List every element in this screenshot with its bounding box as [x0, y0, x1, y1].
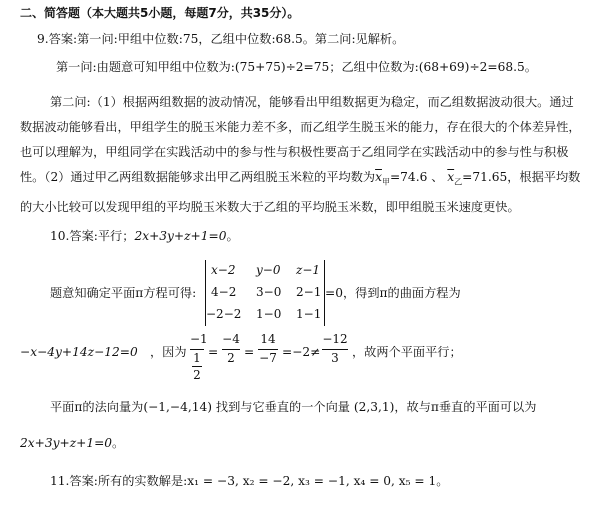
frac3-denominator: −7	[259, 351, 277, 365]
frac4-denominator: 3	[331, 351, 339, 365]
determinant	[205, 260, 325, 326]
q9-median-jia-expr: (75+75)÷2=75	[234, 60, 330, 74]
det-cell: z−1	[296, 263, 321, 277]
q9-first-part	[56, 60, 537, 74]
q9-first-mid: ；乙组中位数为:	[329, 60, 419, 74]
det-cell: 1−1	[296, 307, 322, 321]
q9-second-line-5: 的大小比较可以发现甲组的平均脱玉米数大于乙组的平均脱玉米数，即甲组脱玉米速度更快。	[20, 200, 520, 214]
final-equation-text: 2x+3y+z+1=0	[20, 436, 113, 450]
q9-second-line-2: 数据波动能够看出，甲组学生的脱玉米能力差不多，而乙组学生脱玉米的能力，存在很大的个体差异性，	[20, 120, 581, 134]
final-equation	[20, 436, 124, 450]
q9-answer: 9.答案:第一问:甲组中位数:75，乙组中位数:68.5。第二问:见解析。	[37, 32, 405, 46]
q9-median-yi-expr: (68+69)÷2=68.5	[418, 60, 525, 74]
q11-answer: 11.答案:所有的实数解是:x₁ = −3, x₂ = −2, x₃ = −1, x₄ = 0, x₅ = 1。	[50, 474, 449, 488]
det-cell: y−0	[256, 263, 281, 277]
det-cell: 4−2	[211, 285, 237, 299]
det-cell: 3−0	[256, 285, 282, 299]
normal-vector-line: 平面π的法向量为(−1,−4,14) 找到与它垂直的一个向量 (2,3,1)，故与π垂直的平面可以为	[50, 400, 537, 414]
q9-first-prefix: 第一问:由题意可知甲组中位数为:	[56, 60, 235, 74]
q10-conclusion: ，故两个平面平行；	[352, 345, 462, 359]
mean-yi-symbol: $\overline{x}$	[447, 170, 455, 184]
frac3-bar	[258, 349, 278, 350]
q9-mean-prefix: 性。（2）通过甲乙两组数据能够求出甲乙两组脱玉米粒的平均数为	[20, 170, 376, 184]
mean-jia-symbol: $\overline{x}$	[375, 170, 382, 184]
frac2-denominator: 2	[227, 351, 235, 365]
det-cell: x−2	[211, 263, 236, 277]
q10-det-prefix: 题意知确定平面π方程可得:	[50, 286, 197, 300]
final-equation-end: 。	[112, 436, 125, 450]
frac4-bar	[322, 349, 348, 350]
because-text: ，因为	[150, 345, 187, 359]
q10-answer-end: 。	[226, 229, 239, 243]
mean-yi-subscript: 乙	[454, 177, 463, 187]
plane-equation: −x−4y+14z−12=0	[20, 345, 138, 359]
q10-answer	[50, 229, 239, 243]
q9-second-line-1: 第二问:（1）根据两组数据的波动情况，能够看出甲组数据更为稳定，而乙组数据波动很大。通过	[50, 95, 574, 109]
frac2-numerator: −4	[222, 332, 240, 346]
q9-second-line-3: 也可以理解为，甲组同学在实践活动中的参与性与积极性要高于乙组同学在实践活动中的参与性与积极	[20, 145, 569, 159]
not-equal-text: =−2≠	[282, 345, 321, 359]
q10-answer-prefix: 10.答案:平行；	[50, 229, 135, 243]
q9-mean-suffix: ，根据平均数	[507, 170, 581, 184]
q9-first-end: 。	[524, 60, 537, 74]
frac1-inner-numerator: 1	[193, 351, 201, 365]
det-cell: 2−1	[296, 285, 322, 299]
frac4-numerator: −12	[322, 332, 348, 346]
det-cell: −2−2	[206, 307, 242, 321]
frac1-inner-bar	[192, 366, 202, 367]
mean-yi-value: =71.65	[462, 170, 508, 184]
mean-separator: 、	[431, 170, 444, 184]
mean-jia-subscript: 甲	[381, 177, 390, 187]
q10-answer-equation: 2x+3y+z+1=0	[134, 229, 227, 243]
equals-sign: =	[208, 345, 219, 359]
frac3-numerator: 14	[260, 332, 276, 346]
section-title: 二、简答题（本大题共5小题，每题7分，共35分）。	[20, 6, 300, 20]
frac2-bar	[222, 349, 240, 350]
q10-det-suffix: =0，得到π的曲面方程为	[325, 286, 461, 300]
equals-sign: =	[244, 345, 255, 359]
det-cell: 1−0	[256, 307, 282, 321]
frac1-numerator: −1	[190, 332, 208, 346]
mean-jia-value: =74.6	[389, 170, 428, 184]
q9-second-line-4	[20, 170, 580, 189]
frac1-bar	[190, 349, 204, 350]
frac1-inner-denominator: 2	[193, 368, 201, 382]
